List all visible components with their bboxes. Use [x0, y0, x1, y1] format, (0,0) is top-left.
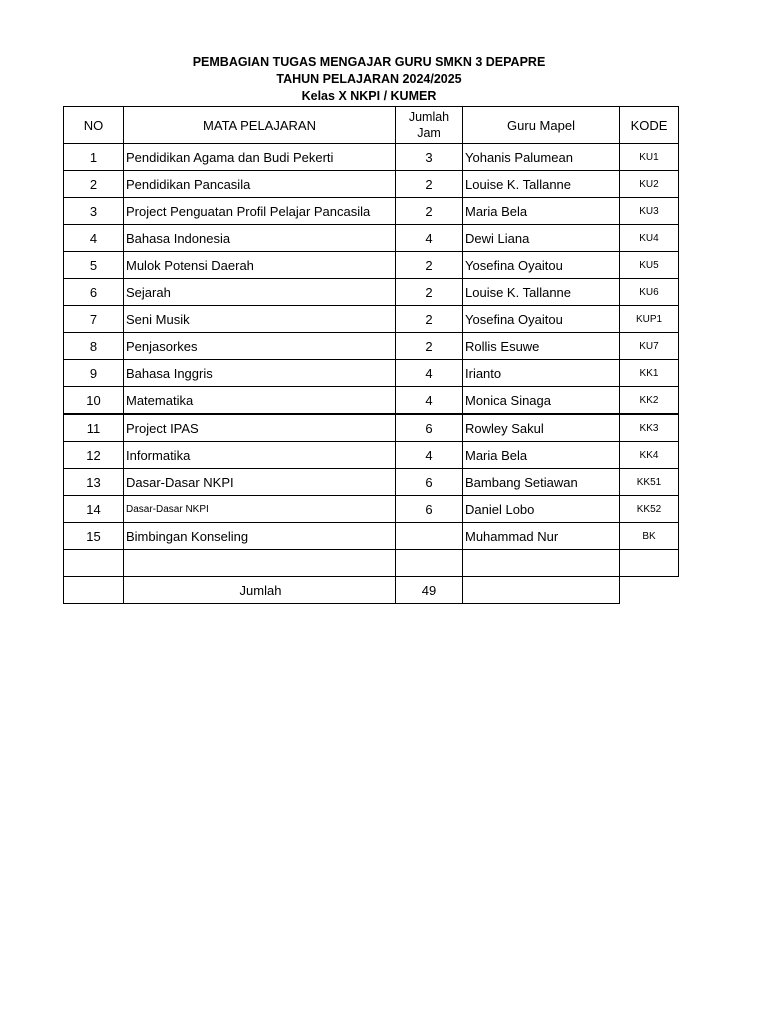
cell-jumlah-jam: 2 — [396, 198, 463, 225]
cell-jumlah-jam: 4 — [396, 442, 463, 469]
cell-mata-pelajaran: Sejarah — [124, 279, 396, 306]
cell-no: 9 — [64, 360, 124, 387]
cell-kode: KU3 — [620, 198, 679, 225]
header-jumlah-jam — [396, 107, 463, 144]
cell-no: 15 — [64, 523, 124, 550]
table-row — [64, 387, 679, 415]
cell-guru-mapel: Yosefina Oyaitou — [463, 252, 620, 279]
document-title-block — [63, 54, 675, 105]
cell-kode: KK4 — [620, 442, 679, 469]
cell-kode: KU7 — [620, 333, 679, 360]
table-row — [64, 144, 679, 171]
cell-kode: KUP1 — [620, 306, 679, 333]
cell-guru-mapel: Louise K. Tallanne — [463, 171, 620, 198]
title-line-3: Kelas X NKPI / KUMER — [301, 89, 437, 103]
cell-guru-mapel: Monica Sinaga — [463, 387, 620, 415]
cell-empty — [64, 550, 124, 577]
table-row — [64, 360, 679, 387]
table-row — [64, 442, 679, 469]
cell-jumlah-jam: 6 — [396, 414, 463, 442]
cell-jumlah-jam: 4 — [396, 360, 463, 387]
cell-jumlah-jam: 3 — [396, 144, 463, 171]
cell-mata-pelajaran: Pendidikan Agama dan Budi Pekerti — [124, 144, 396, 171]
cell-guru-mapel: Daniel Lobo — [463, 496, 620, 523]
cell-mata-pelajaran: Bahasa Inggris — [124, 360, 396, 387]
cell-jumlah-jam: 4 — [396, 225, 463, 252]
table-header-row — [64, 107, 679, 144]
table-row — [64, 171, 679, 198]
cell-kode: KK52 — [620, 496, 679, 523]
cell-jumlah-jam: 6 — [396, 469, 463, 496]
cell-mata-pelajaran: Mulok Potensi Daerah — [124, 252, 396, 279]
cell-no: 13 — [64, 469, 124, 496]
cell-jumlah-jam: 4 — [396, 387, 463, 415]
title-line-1: PEMBAGIAN TUGAS MENGAJAR GURU SMKN 3 DEPAPRE — [192, 55, 546, 69]
cell-no: 11 — [64, 414, 124, 442]
empty-row — [64, 550, 679, 577]
total-value: 49 — [396, 577, 463, 604]
cell-empty — [396, 550, 463, 577]
cell-no: 6 — [64, 279, 124, 306]
cell-guru-mapel: Rollis Esuwe — [463, 333, 620, 360]
cell-guru-mapel: Irianto — [463, 360, 620, 387]
cell-mata-pelajaran: Bimbingan Konseling — [124, 523, 396, 550]
total-label: Jumlah — [124, 577, 396, 604]
cell-guru-mapel: Dewi Liana — [463, 225, 620, 252]
cell-mata-pelajaran: Informatika — [124, 442, 396, 469]
cell-kode: KU6 — [620, 279, 679, 306]
cell-mata-pelajaran: Project IPAS — [124, 414, 396, 442]
cell-guru-mapel: Louise K. Tallanne — [463, 279, 620, 306]
cell-mata-pelajaran: Matematika — [124, 387, 396, 415]
cell-jumlah-jam: 2 — [396, 252, 463, 279]
cell-jumlah-jam: 2 — [396, 171, 463, 198]
table-row — [64, 198, 679, 225]
cell-kode: BK — [620, 523, 679, 550]
cell-no: 7 — [64, 306, 124, 333]
header-mata-pelajaran: MATA PELAJARAN — [124, 107, 396, 144]
cell-mata-pelajaran: Project Penguatan Profil Pelajar Pancasila — [124, 198, 396, 225]
table-row — [64, 225, 679, 252]
header-kode: KODE — [620, 107, 679, 144]
cell-no: 8 — [64, 333, 124, 360]
teaching-assignment-table — [63, 106, 679, 604]
cell-kode: KK3 — [620, 414, 679, 442]
header-jumlah-jam-line2: Jam — [417, 126, 441, 140]
cell-jumlah-jam: 2 — [396, 333, 463, 360]
cell-no: 5 — [64, 252, 124, 279]
cell-empty — [463, 550, 620, 577]
cell-kode: KU2 — [620, 171, 679, 198]
cell-guru-mapel: Yosefina Oyaitou — [463, 306, 620, 333]
cell-jumlah-jam — [396, 523, 463, 550]
cell-no: 4 — [64, 225, 124, 252]
cell-kode: KU5 — [620, 252, 679, 279]
table-row — [64, 496, 679, 523]
cell-kode: KU1 — [620, 144, 679, 171]
cell-no: 10 — [64, 387, 124, 415]
table-row — [64, 333, 679, 360]
table-row — [64, 469, 679, 496]
table-row — [64, 414, 679, 442]
cell-kode: KU4 — [620, 225, 679, 252]
cell-no: 2 — [64, 171, 124, 198]
cell-mata-pelajaran: Pendidikan Pancasila — [124, 171, 396, 198]
table-row — [64, 279, 679, 306]
cell-empty — [620, 550, 679, 577]
cell-mata-pelajaran: Seni Musik — [124, 306, 396, 333]
cell-no: 12 — [64, 442, 124, 469]
cell-empty — [124, 550, 396, 577]
cell-mata-pelajaran: Bahasa Indonesia — [124, 225, 396, 252]
cell-guru-mapel: Yohanis Palumean — [463, 144, 620, 171]
cell-jumlah-jam: 2 — [396, 279, 463, 306]
cell-no: 14 — [64, 496, 124, 523]
header-no: NO — [64, 107, 124, 144]
cell-empty — [463, 577, 620, 604]
cell-mata-pelajaran: Penjasorkes — [124, 333, 396, 360]
cell-kode: KK51 — [620, 469, 679, 496]
table-row — [64, 306, 679, 333]
cell-jumlah-jam: 6 — [396, 496, 463, 523]
cell-no: 3 — [64, 198, 124, 225]
cell-no: 1 — [64, 144, 124, 171]
cell-guru-mapel: Rowley Sakul — [463, 414, 620, 442]
cell-empty — [64, 577, 124, 604]
cell-guru-mapel: Bambang Setiawan — [463, 469, 620, 496]
cell-guru-mapel: Maria Bela — [463, 442, 620, 469]
table-row — [64, 523, 679, 550]
cell-mata-pelajaran: Dasar-Dasar NKPI — [124, 496, 396, 523]
cell-blank — [620, 577, 679, 604]
title-line-2: TAHUN PELAJARAN 2024/2025 — [276, 72, 462, 86]
cell-guru-mapel: Muhammad Nur — [463, 523, 620, 550]
header-guru-mapel: Guru Mapel — [463, 107, 620, 144]
table-row — [64, 252, 679, 279]
cell-kode: KK2 — [620, 387, 679, 415]
total-row — [64, 577, 679, 604]
header-jumlah-jam-line1: Jumlah — [408, 110, 450, 124]
cell-jumlah-jam: 2 — [396, 306, 463, 333]
cell-mata-pelajaran: Dasar-Dasar NKPI — [124, 469, 396, 496]
cell-kode: KK1 — [620, 360, 679, 387]
cell-guru-mapel: Maria Bela — [463, 198, 620, 225]
